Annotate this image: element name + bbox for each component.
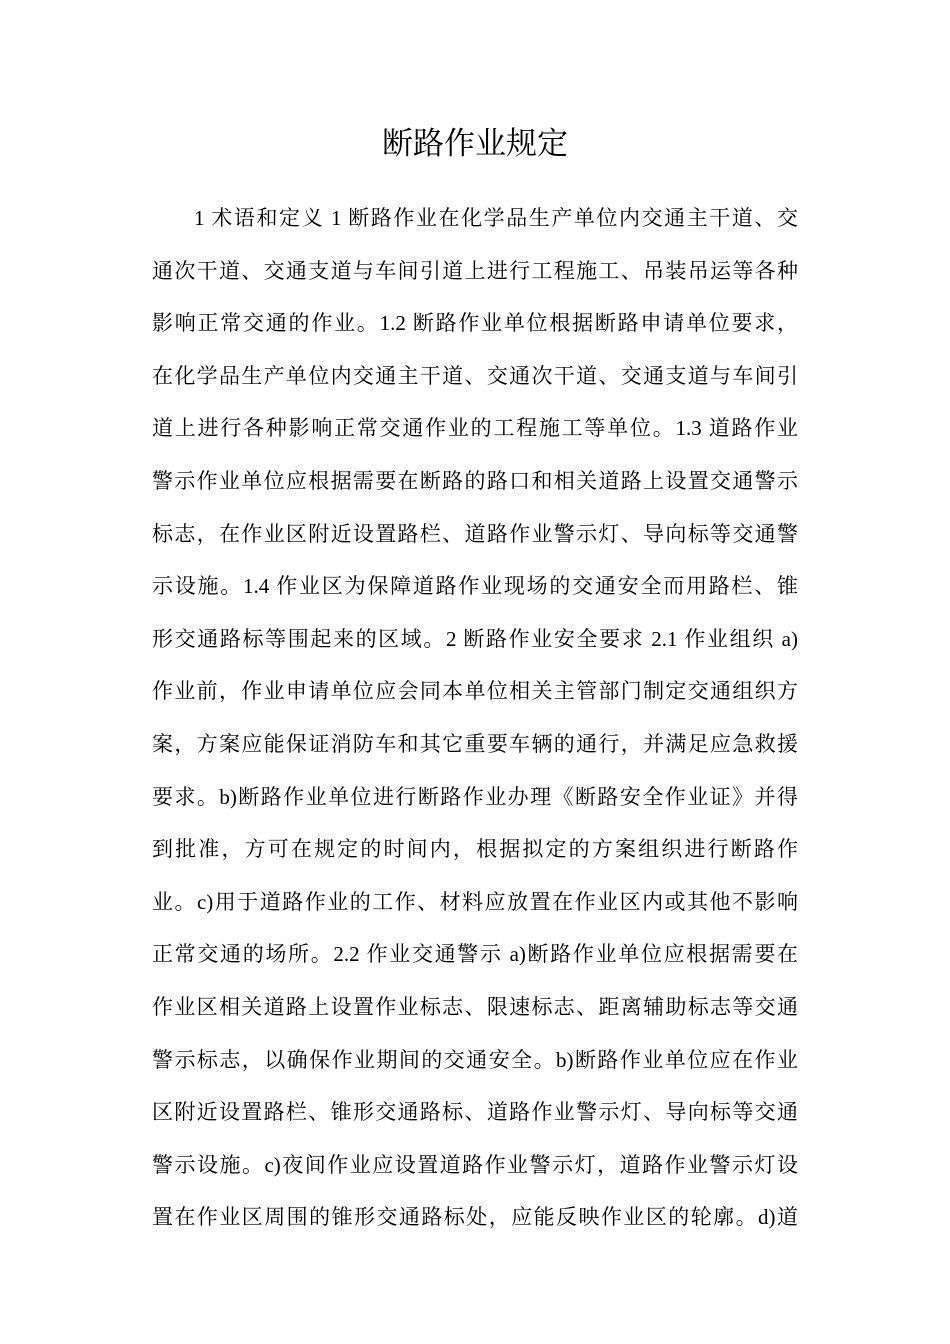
text-line: 示设施。1.4 作业区为保障道路作业现场的交通安全而用路栏、锥	[152, 574, 798, 599]
text-line: 正常交通的场所。2.2 作业交通警示 a)断路作业单位应根据需要在	[152, 942, 798, 967]
text-line: 形交通路标等围起来的区域。2 断路作业安全要求 2.1 作业组织 a)	[152, 626, 798, 651]
text-line: 警示设施。c)夜间作业应设置道路作业警示灯，道路作业警示灯设	[152, 1152, 798, 1177]
text-line: 置在作业区周围的锥形交通路标处，应能反映作业区的轮廓。d)道	[152, 1205, 798, 1230]
text-line: 道上进行各种影响正常交通作业的工程施工等单位。1.3 道路作业	[152, 416, 798, 441]
text-line: 警示标志，以确保作业期间的交通安全。b)断路作业单位应在作业	[152, 1047, 798, 1072]
text-line: 作业前，作业申请单位应会同本单位相关主管部门制定交通组织方	[152, 679, 798, 704]
text-line: 作业区相关道路上设置作业标志、限速标志、距离辅助标志等交通	[152, 994, 798, 1019]
text-line: 区附近设置路栏、锥形交通路标、道路作业警示灯、导向标等交通	[152, 1100, 798, 1125]
text-line: 警示作业单位应根据需要在断路的路口和相关道路上设置交通警示	[152, 468, 798, 493]
text-line: 业。c)用于道路作业的工作、材料应放置在作业区内或其他不影响	[152, 889, 798, 914]
text-line: 在化学品生产单位内交通主干道、交通次干道、交通支道与车间引	[152, 363, 798, 388]
text-line: 标志，在作业区附近设置路栏、道路作业警示灯、导向标等交通警	[152, 521, 798, 546]
text-line: 到批准，方可在规定的时间内，根据拟定的方案组织进行断路作	[152, 837, 798, 862]
text-line: 1 术语和定义 1 断路作业在化学品生产单位内交通主干道、交	[194, 206, 798, 230]
page-title: 断路作业规定	[382, 126, 568, 162]
text-line: 通次干道、交通支道与车间引道上进行工程施工、吊装吊运等各种	[152, 258, 798, 283]
text-line: 影响正常交通的作业。1.2 断路作业单位根据断路申请单位要求，	[152, 311, 798, 336]
body-paragraph	[152, 192, 798, 1244]
text-line: 要求。b)断路作业单位进行断路作业办理《断路安全作业证》并得	[152, 784, 798, 809]
text-line: 案，方案应能保证消防车和其它重要车辆的通行，并满足应急救援	[152, 731, 798, 756]
